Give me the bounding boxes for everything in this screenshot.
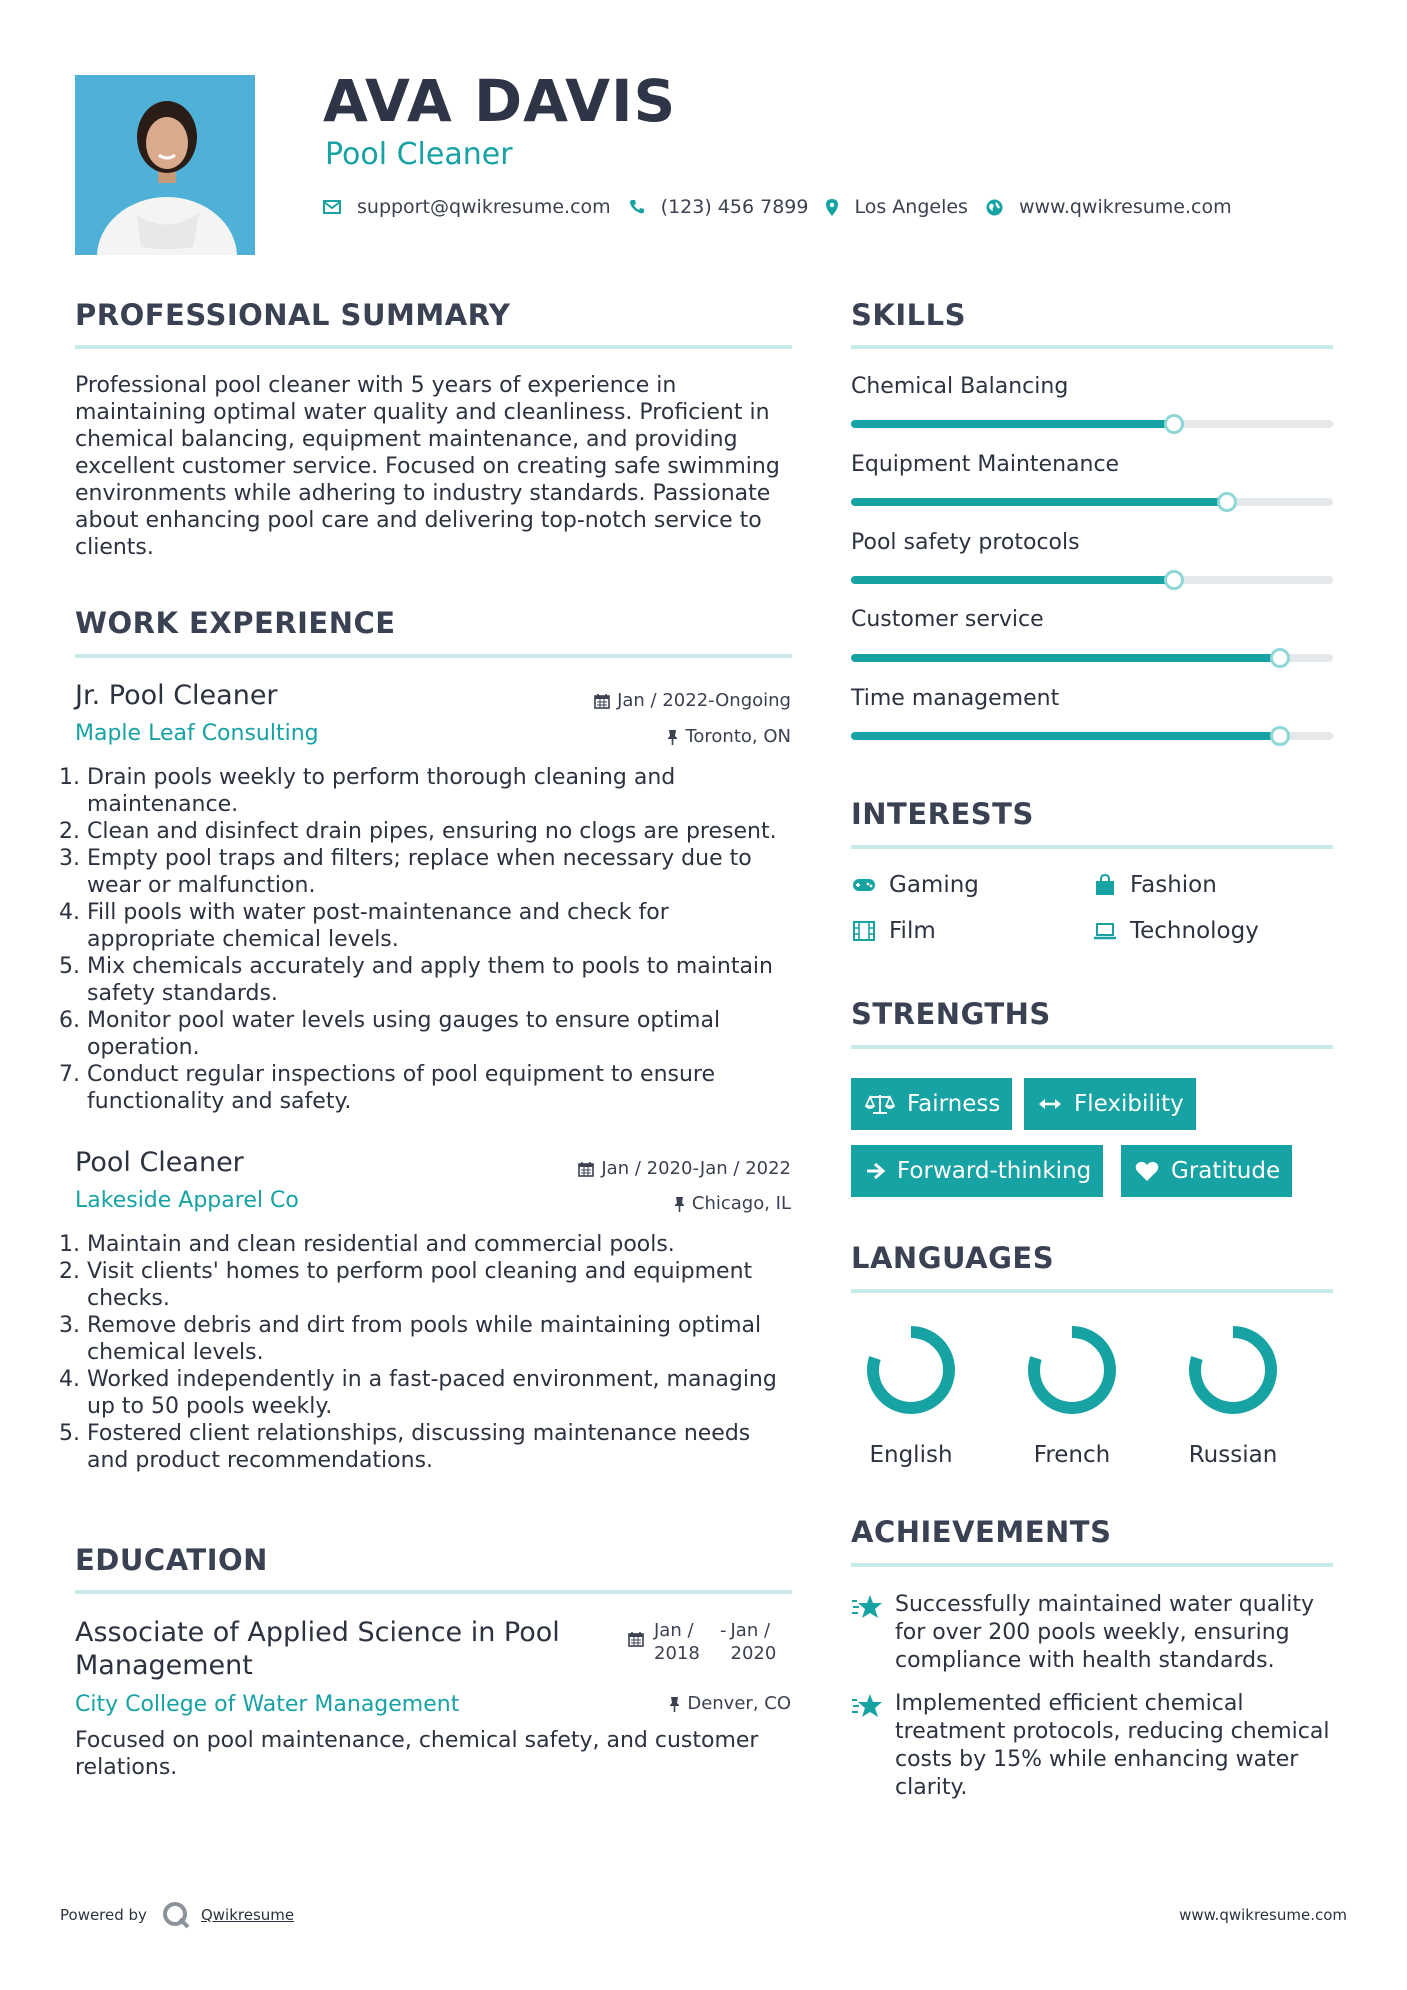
phone-icon [629, 199, 645, 215]
languages-heading: LANGUAGES [851, 1241, 1055, 1275]
skills-rule [851, 345, 1333, 349]
interest-item [1092, 918, 1259, 944]
profile-photo [75, 75, 255, 255]
achievements-heading: ACHIEVEMENTS [851, 1515, 1112, 1549]
summary-rule [75, 345, 792, 349]
globe-icon [986, 199, 1003, 216]
contact-phone[interactable]: (123) 456 7899 [660, 196, 809, 218]
interest-label: Gaming [889, 872, 979, 898]
education-description: Focused on pool maintenance, chemical safety, and customer relations. [75, 1728, 759, 1780]
heart-icon [1135, 1161, 1159, 1182]
interest-item [851, 872, 979, 898]
contact-bar [323, 194, 1250, 220]
strengths-rule [851, 1045, 1333, 1049]
job-duties [67, 764, 797, 1115]
education-rule [75, 1590, 792, 1594]
job-title: Pool Cleaner [75, 1147, 244, 1178]
skill-bar-fill [851, 420, 1174, 428]
skill-bar [851, 576, 1333, 584]
job-dates-text: Jan / 2020-Jan / 2022 [601, 1158, 791, 1179]
language-label: Russian [1188, 1442, 1278, 1468]
interest-item [1092, 872, 1217, 898]
laptop-icon [1092, 922, 1118, 940]
skills-heading: SKILLS [851, 298, 966, 332]
language-item [1012, 1320, 1132, 1468]
calendar-icon [594, 693, 610, 709]
strength-tag [1121, 1145, 1292, 1197]
skill-bar [851, 498, 1333, 506]
education-dates: Jan / 2018 - Jan / 2020 [628, 1619, 781, 1665]
duty-item: 2. Clean and disinfect drain pipes, ensuring no clogs are present. [87, 818, 797, 845]
job-company: Maple Leaf Consulting [75, 721, 319, 746]
skill-bar-fill [851, 654, 1280, 662]
duty-item: 5. Mix chemicals accurately and apply them to pools to maintain safety standards. [87, 953, 797, 1007]
achievement-text: Implemented efficient chemical treatment protocols, reducing chemical costs by 15% while enhancing water clarity. [895, 1691, 1330, 1800]
skill-bar [851, 732, 1333, 740]
education-location-text: Denver, CO [687, 1693, 791, 1714]
footer-url[interactable]: www.qwikresume.com [1179, 1906, 1347, 1924]
language-item [851, 1320, 971, 1468]
job-company: Lakeside Apparel Co [75, 1188, 299, 1213]
job-location [674, 1193, 791, 1214]
language-ring [861, 1320, 961, 1420]
contact-email[interactable]: support@qwikresume.com [357, 196, 611, 218]
language-ring [1183, 1320, 1283, 1420]
duty-item: 2. Visit clients' homes to perform pool cleaning and equipment checks. [87, 1258, 797, 1312]
job-title: Jr. Pool Cleaner [75, 680, 278, 711]
achievement-item [851, 1690, 1331, 1802]
duty-item: 6. Monitor pool water levels using gauges to ensure optimal operation. [87, 1007, 797, 1061]
interests-rule [851, 845, 1333, 849]
skill-label: Equipment Maintenance [851, 452, 1120, 477]
strength-tag [851, 1145, 1103, 1197]
interest-label: Technology [1130, 918, 1259, 944]
strength-label: Gratitude [1171, 1158, 1281, 1184]
arrows-horizontal-icon [1038, 1097, 1062, 1111]
language-label: English [869, 1442, 953, 1468]
job-dates-text: Jan / 2022-Ongoing [617, 690, 791, 711]
skill-label: Customer service [851, 607, 1044, 632]
duty-item: 1. Maintain and clean residential and commercial pools. [87, 1231, 797, 1258]
map-pin-icon [826, 199, 838, 216]
powered-by-label: Powered by [60, 1906, 147, 1924]
footer-brand-link[interactable]: Qwikresume [200, 1906, 295, 1924]
pushpin-icon [669, 1696, 680, 1712]
star-icon [851, 1591, 895, 1675]
contact-location: Los Angeles [854, 196, 968, 218]
experience-rule [75, 654, 792, 658]
language-label: French [1033, 1442, 1111, 1468]
duty-item: 4. Fill pools with water post-maintenance and check for appropriate chemical levels. [87, 899, 797, 953]
summary-heading: PROFESSIONAL SUMMARY [75, 298, 511, 332]
calendar-icon [628, 1631, 644, 1647]
education-start: Jan / 2018 [654, 1620, 700, 1664]
interests-heading: INTERESTS [851, 797, 1034, 831]
languages-rule [851, 1289, 1333, 1293]
duty-item: 1. Drain pools weekly to perform thorough cleaning and maintenance. [87, 764, 797, 818]
duty-item: 5. Fostered client relationships, discussing maintenance needs and product recommendations. [87, 1420, 797, 1474]
pushpin-icon [667, 729, 678, 745]
candidate-name: AVA DAVIS [323, 67, 677, 135]
job-location-text: Toronto, ON [685, 726, 791, 747]
skill-bar-knob [1270, 648, 1290, 668]
language-ring [1022, 1320, 1122, 1420]
education-end: Jan / 2020 [730, 1620, 777, 1664]
footer-powered-by [60, 1900, 294, 1930]
education-heading: EDUCATION [75, 1543, 268, 1577]
duty-item: 4. Worked independently in a fast-paced environment, managing up to 50 pools weekly. [87, 1366, 797, 1420]
strength-tag [851, 1078, 1012, 1130]
job-dates [578, 1158, 791, 1179]
skill-bar-knob [1270, 726, 1290, 746]
job-duties [67, 1231, 797, 1474]
education-location [669, 1693, 791, 1714]
arrow-right-icon [865, 1162, 885, 1180]
balance-scale-icon [865, 1093, 895, 1115]
skill-bar-fill [851, 576, 1174, 584]
summary-text: Professional pool cleaner with 5 years of experience in maintaining optimal water quality and cleanliness. Proficient in chemical balancing, equipment maintenance, and providing excellent customer service. Focused on creating safe swimming environments while adhering to industry standards. Passionate about enhancing pool care and delivering top-notch service to clients. [75, 373, 780, 560]
star-icon [851, 1690, 895, 1802]
skill-bar-fill [851, 732, 1280, 740]
skill-bar-knob [1164, 414, 1184, 434]
school-name: City College of Water Management [75, 1692, 460, 1717]
skill-label: Pool safety protocols [851, 530, 1080, 555]
strength-tag [1024, 1078, 1196, 1130]
skill-label: Chemical Balancing [851, 374, 1069, 399]
gamepad-icon [851, 878, 877, 892]
interest-label: Fashion [1130, 872, 1217, 898]
strength-label: Forward-thinking [897, 1158, 1092, 1184]
achievements-rule [851, 1563, 1333, 1567]
experience-heading: WORK EXPERIENCE [75, 606, 396, 640]
achievement-text: Successfully maintained water quality for over 200 pools weekly, ensuring compliance with health standards. [895, 1592, 1315, 1673]
interest-item [851, 918, 936, 944]
contact-website[interactable]: www.qwikresume.com [1018, 196, 1232, 218]
strengths-heading: STRENGTHS [851, 997, 1051, 1031]
duty-item: 3. Remove debris and dirt from pools while maintaining optimal chemical levels. [87, 1312, 797, 1366]
skill-bar [851, 654, 1333, 662]
calendar-icon [578, 1161, 594, 1177]
duty-item: 3. Empty pool traps and filters; replace when necessary due to wear or malfunction. [87, 845, 797, 899]
film-icon [851, 921, 877, 941]
job-location [667, 726, 791, 747]
skill-bar [851, 420, 1333, 428]
pushpin-icon [674, 1196, 685, 1212]
envelope-icon [323, 200, 341, 214]
candidate-title: Pool Cleaner [325, 137, 513, 172]
degree-title: Associate of Applied Science in Pool Management [75, 1617, 560, 1681]
strength-label: Flexibility [1074, 1091, 1184, 1117]
job-dates [594, 690, 791, 711]
skill-bar-knob [1164, 570, 1184, 590]
shopping-bag-icon [1092, 874, 1118, 896]
strength-label: Fairness [907, 1091, 1001, 1117]
skill-label: Time management [851, 686, 1060, 711]
duty-item: 7. Conduct regular inspections of pool equipment to ensure functionality and safety. [87, 1061, 797, 1115]
language-item [1173, 1320, 1293, 1468]
skill-bar-fill [851, 498, 1227, 506]
skill-bar-knob [1217, 492, 1237, 512]
job-location-text: Chicago, IL [691, 1193, 791, 1214]
qwikresume-logo-icon [161, 1900, 191, 1930]
interest-label: Film [889, 918, 936, 944]
achievement-item [851, 1591, 1331, 1675]
